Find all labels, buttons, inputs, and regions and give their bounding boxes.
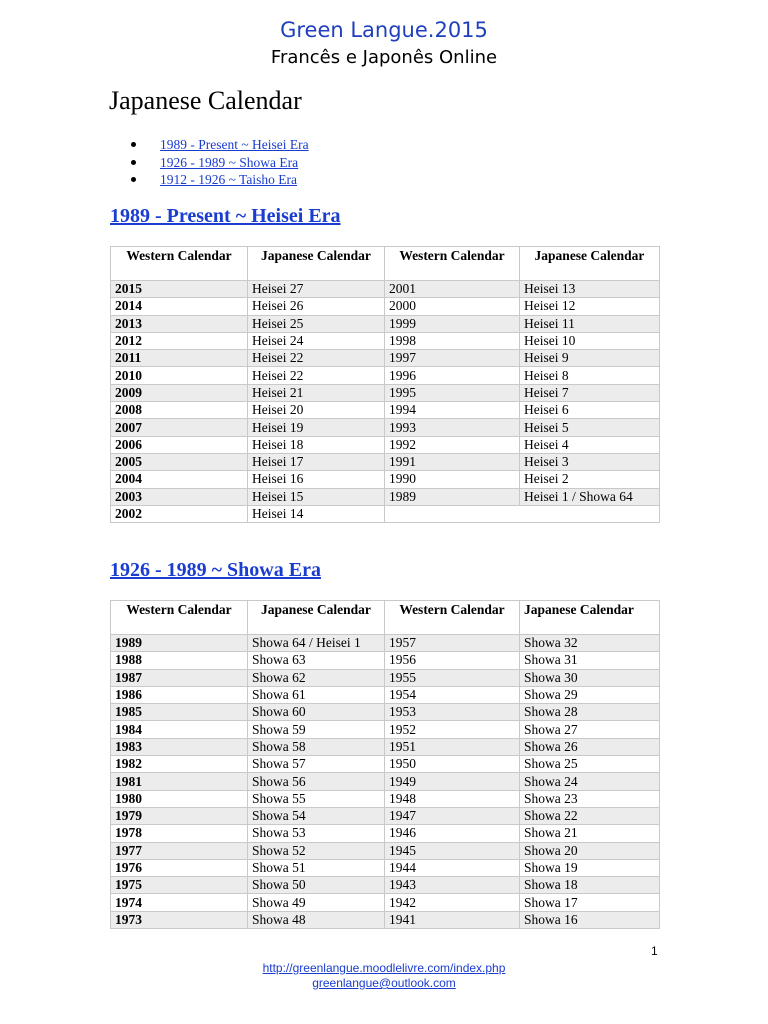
japanese-year-cell: Heisei 22 (248, 350, 385, 367)
table-row (111, 704, 660, 721)
western-year-cell: 1953 (385, 704, 520, 721)
bullet-icon (131, 177, 136, 182)
table-header-row (111, 247, 660, 281)
table-row (111, 825, 660, 842)
japanese-year-cell: Heisei 9 (520, 350, 660, 367)
column-header: Japanese Calendar (248, 247, 385, 281)
japanese-year-cell: Heisei 17 (248, 453, 385, 470)
table-header-row (111, 601, 660, 635)
table-row (111, 911, 660, 928)
japanese-year-cell: Showa 55 (248, 790, 385, 807)
column-header: Japanese Calendar (248, 601, 385, 635)
column-header: Japanese Calendar (520, 247, 660, 281)
japanese-year-cell: Showa 64 / Heisei 1 (248, 635, 385, 652)
japanese-year-cell: Showa 17 (520, 894, 660, 911)
western-year-cell: 1993 (385, 419, 520, 436)
heisei-table-body (111, 281, 660, 523)
western-year-cell: 1992 (385, 436, 520, 453)
western-year-cell: 1952 (385, 721, 520, 738)
japanese-year-cell: Showa 16 (520, 911, 660, 928)
table-row (111, 384, 660, 401)
table-row (111, 652, 660, 669)
japanese-year-cell: Showa 60 (248, 704, 385, 721)
table-row (111, 721, 660, 738)
showa-table (110, 600, 660, 929)
western-year-cell: 1975 (111, 877, 248, 894)
japanese-year-cell: Heisei 8 (520, 367, 660, 384)
western-year-cell: 1976 (111, 859, 248, 876)
toc-item-heisei (131, 136, 309, 154)
western-year-cell: 1998 (385, 332, 520, 349)
western-year-cell: 2008 (111, 402, 248, 419)
table-row (111, 298, 660, 315)
japanese-year-cell: Showa 24 (520, 773, 660, 790)
western-year-cell: 1977 (111, 842, 248, 859)
column-header: Western Calendar (111, 601, 248, 635)
table-row (111, 471, 660, 488)
western-year-cell: 1989 (385, 488, 520, 505)
column-header: Japanese Calendar (520, 601, 660, 635)
table-row (111, 790, 660, 807)
japanese-year-cell: Showa 25 (520, 756, 660, 773)
western-year-cell: 2014 (111, 298, 248, 315)
japanese-year-cell: Showa 29 (520, 686, 660, 703)
table-row (111, 402, 660, 419)
western-year-cell: 2000 (385, 298, 520, 315)
western-year-cell: 1982 (111, 756, 248, 773)
japanese-year-cell: Showa 54 (248, 807, 385, 824)
footer-email-link[interactable]: greenlangue@outlook.com (312, 976, 456, 990)
japanese-year-cell: Heisei 5 (520, 419, 660, 436)
japanese-year-cell: Showa 26 (520, 738, 660, 755)
japanese-year-cell: Showa 59 (248, 721, 385, 738)
japanese-year-cell: Showa 50 (248, 877, 385, 894)
japanese-year-cell: Showa 63 (248, 652, 385, 669)
table-row (111, 807, 660, 824)
western-year-cell: 1943 (385, 877, 520, 894)
brand-subtitle: Francês e Japonês Online (270, 47, 498, 68)
japanese-year-cell: Showa 32 (520, 635, 660, 652)
western-year-cell: 1948 (385, 790, 520, 807)
table-row (111, 350, 660, 367)
western-year-cell: 1999 (385, 315, 520, 332)
toc-link-taisho[interactable]: 1912 - 1926 ~ Taisho Era (160, 172, 297, 187)
western-year-cell: 2011 (111, 350, 248, 367)
table-row (111, 505, 660, 522)
japanese-year-cell: Heisei 13 (520, 281, 660, 298)
western-year-cell: 1994 (385, 402, 520, 419)
japanese-year-cell: Heisei 4 (520, 436, 660, 453)
table-row (111, 669, 660, 686)
japanese-year-cell: Showa 49 (248, 894, 385, 911)
table-row (111, 367, 660, 384)
western-year-cell: 2015 (111, 281, 248, 298)
japanese-year-cell: Heisei 1 / Showa 64 (520, 488, 660, 505)
table-row (111, 773, 660, 790)
japanese-year-cell: Heisei 27 (248, 281, 385, 298)
western-year-cell: 2007 (111, 419, 248, 436)
western-year-cell: 1954 (385, 686, 520, 703)
western-year-cell: 1941 (385, 911, 520, 928)
western-year-cell: 1942 (385, 894, 520, 911)
bullet-icon (131, 160, 136, 165)
western-year-cell: 1990 (385, 471, 520, 488)
western-year-cell: 2012 (111, 332, 248, 349)
western-year-cell: 1989 (111, 635, 248, 652)
western-year-cell: 1983 (111, 738, 248, 755)
table-of-contents (131, 136, 309, 189)
western-year-cell: 2005 (111, 453, 248, 470)
japanese-year-cell: Showa 28 (520, 704, 660, 721)
japanese-year-cell: Heisei 10 (520, 332, 660, 349)
western-year-cell: 2001 (385, 281, 520, 298)
western-year-cell: 1955 (385, 669, 520, 686)
western-year-cell: 1988 (111, 652, 248, 669)
western-year-cell: 1978 (111, 825, 248, 842)
japanese-year-cell: Heisei 19 (248, 419, 385, 436)
western-year-cell: 1987 (111, 669, 248, 686)
table-row (111, 894, 660, 911)
western-year-cell: 1985 (111, 704, 248, 721)
western-year-cell: 1986 (111, 686, 248, 703)
japanese-year-cell: Showa 30 (520, 669, 660, 686)
western-year-cell: 1956 (385, 652, 520, 669)
western-year-cell: 1981 (111, 773, 248, 790)
table-row (111, 686, 660, 703)
column-header: Western Calendar (385, 601, 520, 635)
japanese-year-cell: Showa 62 (248, 669, 385, 686)
japanese-year-cell: Heisei 25 (248, 315, 385, 332)
empty-cell (385, 505, 660, 522)
japanese-year-cell: Heisei 11 (520, 315, 660, 332)
table-row (111, 877, 660, 894)
japanese-year-cell: Showa 21 (520, 825, 660, 842)
japanese-year-cell: Showa 57 (248, 756, 385, 773)
japanese-year-cell: Heisei 12 (520, 298, 660, 315)
japanese-year-cell: Heisei 6 (520, 402, 660, 419)
western-year-cell: 1950 (385, 756, 520, 773)
toc-link-showa[interactable]: 1926 - 1989 ~ Showa Era (160, 154, 299, 170)
page-footer (0, 961, 768, 991)
table-row (111, 453, 660, 470)
western-year-cell: 1996 (385, 367, 520, 384)
site-header (0, 16, 768, 70)
western-year-cell: 2009 (111, 384, 248, 401)
japanese-year-cell: Showa 48 (248, 911, 385, 928)
western-year-cell: 1984 (111, 721, 248, 738)
japanese-year-cell: Showa 51 (248, 859, 385, 876)
table-row (111, 436, 660, 453)
toc-item-taisho (131, 171, 309, 189)
showa-table-body (111, 635, 660, 929)
japanese-year-cell: Showa 27 (520, 721, 660, 738)
western-year-cell: 1951 (385, 738, 520, 755)
table-row (111, 315, 660, 332)
western-year-cell: 2006 (111, 436, 248, 453)
japanese-year-cell: Heisei 21 (248, 384, 385, 401)
column-header: Western Calendar (111, 247, 248, 281)
western-year-cell: 1944 (385, 859, 520, 876)
japanese-year-cell: Showa 58 (248, 738, 385, 755)
western-year-cell: 1979 (111, 807, 248, 824)
table-row (111, 332, 660, 349)
japanese-year-cell: Heisei 26 (248, 298, 385, 315)
japanese-year-cell: Showa 53 (248, 825, 385, 842)
table-row (111, 756, 660, 773)
western-year-cell: 2010 (111, 367, 248, 384)
japanese-year-cell: Showa 18 (520, 877, 660, 894)
toc-item-showa (131, 154, 309, 172)
western-year-cell: 1947 (385, 807, 520, 824)
section-heading-showa[interactable]: 1926 - 1989 ~ Showa Era (110, 559, 321, 581)
japanese-year-cell: Heisei 14 (248, 505, 385, 522)
japanese-year-cell: Showa 52 (248, 842, 385, 859)
brand-title: Green Langue.2015 (280, 18, 488, 42)
western-year-cell: 2013 (111, 315, 248, 332)
western-year-cell: 1997 (385, 350, 520, 367)
table-row (111, 635, 660, 652)
heisei-table (110, 246, 660, 523)
japanese-year-cell: Heisei 22 (248, 367, 385, 384)
table-row (111, 738, 660, 755)
table-row (111, 281, 660, 298)
japanese-year-cell: Showa 23 (520, 790, 660, 807)
western-year-cell: 2004 (111, 471, 248, 488)
japanese-year-cell: Heisei 15 (248, 488, 385, 505)
table-row (111, 859, 660, 876)
column-header: Western Calendar (385, 247, 520, 281)
western-year-cell: 1974 (111, 894, 248, 911)
toc-link-heisei[interactable]: 1989 - Present ~ Heisei Era (160, 137, 309, 152)
table-row (111, 842, 660, 859)
footer-url-link[interactable]: http://greenlangue.moodlelivre.com/index.php (262, 961, 506, 975)
western-year-cell: 1949 (385, 773, 520, 790)
japanese-year-cell: Heisei 24 (248, 332, 385, 349)
table-row (111, 488, 660, 505)
western-year-cell: 1995 (385, 384, 520, 401)
japanese-year-cell: Heisei 3 (520, 453, 660, 470)
japanese-year-cell: Showa 61 (248, 686, 385, 703)
japanese-year-cell: Showa 56 (248, 773, 385, 790)
western-year-cell: 1946 (385, 825, 520, 842)
bullet-icon (131, 142, 136, 147)
western-year-cell: 1945 (385, 842, 520, 859)
western-year-cell: 1973 (111, 911, 248, 928)
western-year-cell: 1957 (385, 635, 520, 652)
japanese-year-cell: Heisei 2 (520, 471, 660, 488)
japanese-year-cell: Heisei 7 (520, 384, 660, 401)
western-year-cell: 2002 (111, 505, 248, 522)
western-year-cell: 1991 (385, 453, 520, 470)
section-heading-heisei[interactable]: 1989 - Present ~ Heisei Era (110, 205, 341, 227)
western-year-cell: 2003 (111, 488, 248, 505)
page-number: 1 (651, 944, 658, 958)
japanese-year-cell: Showa 22 (520, 807, 660, 824)
western-year-cell: 1980 (111, 790, 248, 807)
japanese-year-cell: Heisei 18 (248, 436, 385, 453)
japanese-year-cell: Showa 20 (520, 842, 660, 859)
japanese-year-cell: Heisei 20 (248, 402, 385, 419)
japanese-year-cell: Showa 31 (520, 652, 660, 669)
japanese-year-cell: Showa 19 (520, 859, 660, 876)
japanese-year-cell: Heisei 16 (248, 471, 385, 488)
page-title: Japanese Calendar (109, 86, 302, 115)
table-row (111, 419, 660, 436)
